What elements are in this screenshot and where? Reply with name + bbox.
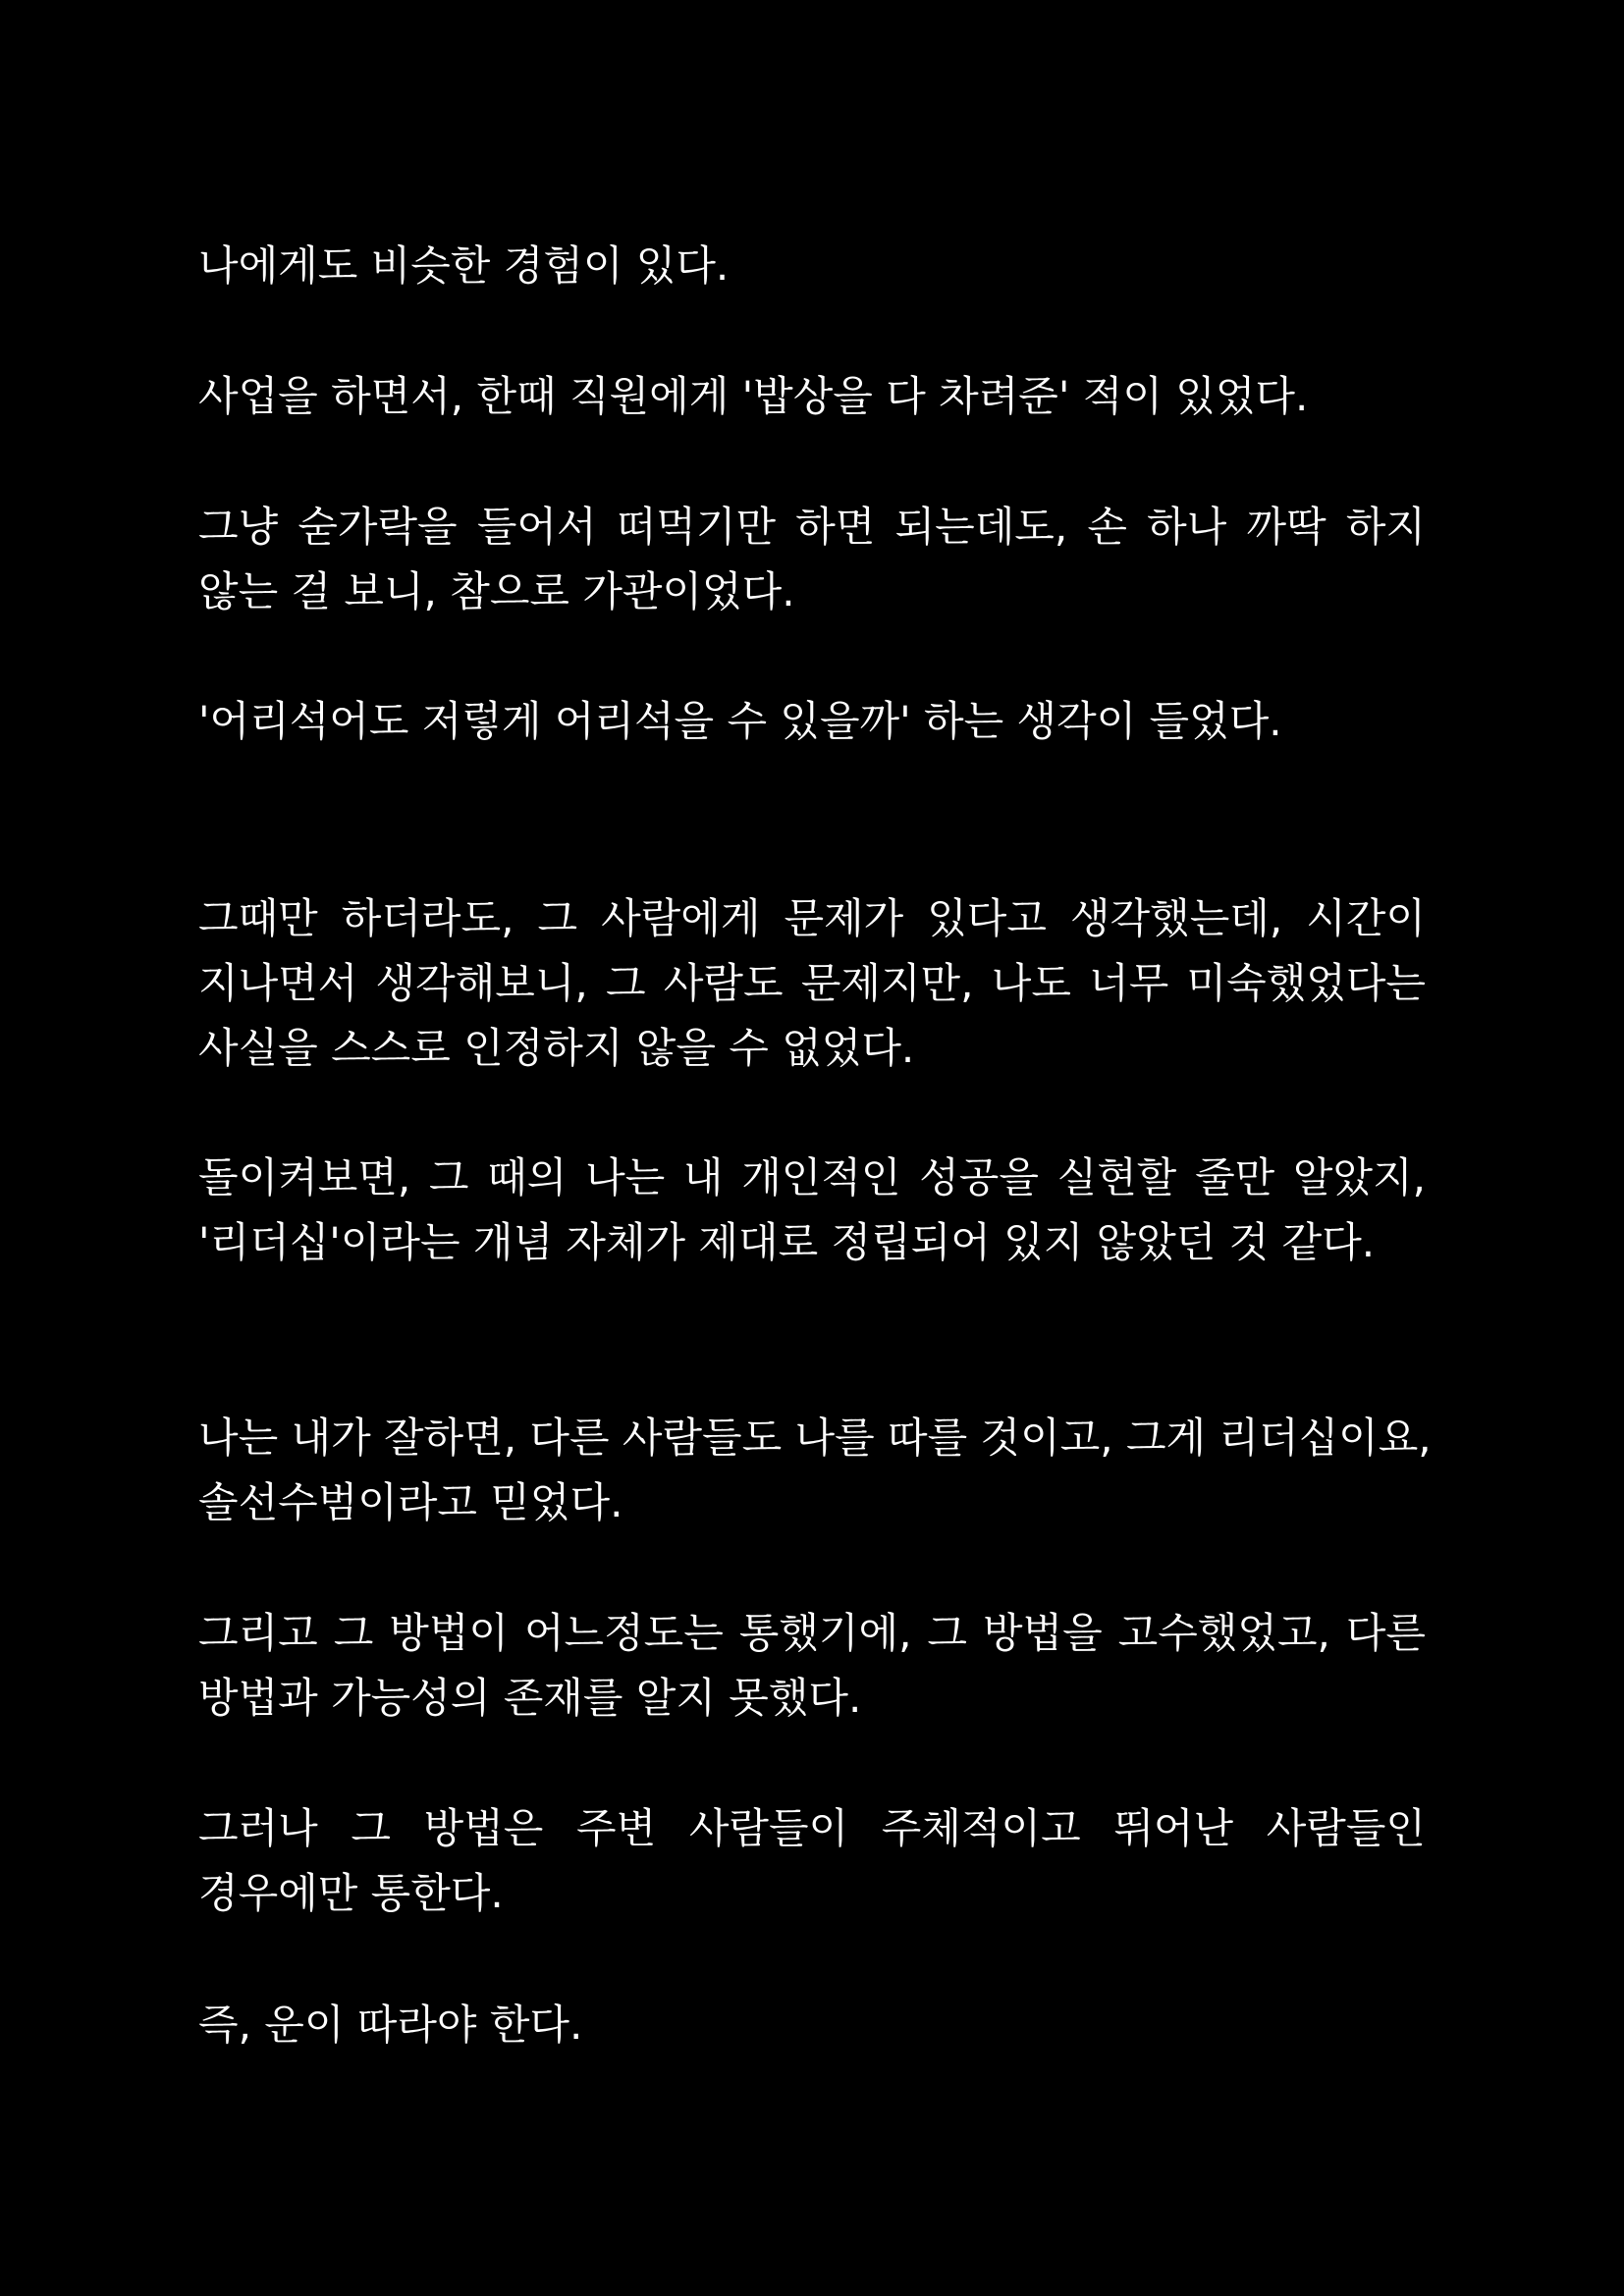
paragraph-6 [198, 1146, 1426, 1275]
paragraph-3 [198, 495, 1426, 624]
text-line: '리더십'이라는 개념 자체가 제대로 정립되어 있지 않았던 것 같다. [198, 1218, 1376, 1266]
text-line: 경우에만 통한다. [198, 1869, 504, 1917]
text-line: 방법과 가능성의 존재를 알지 못했다. [198, 1674, 862, 1722]
text-line: 않는 걸 보니, 참으로 가관이었다. [198, 567, 795, 615]
text-line: 솔선수범이라고 믿었다. [198, 1478, 623, 1526]
text-line: 지나면서 생각해보니, 그 사람도 문제지만, 나도 너무 미숙했었다는 [198, 959, 1426, 1007]
text-line: 나는 내가 잘하면, 다른 사람들도 나를 따를 것이고, 그게 리더십이요, [198, 1414, 1432, 1462]
text-line: 즉, 운이 따라야 한다. [198, 2001, 583, 2049]
text-line: 그때만 하더라도, 그 사람에게 문제가 있다고 생각했는데, 시간이 [198, 894, 1426, 942]
text-line: 그리고 그 방법이 어느정도는 통했기에, 그 방법을 고수했었고, 다른 [198, 1609, 1426, 1657]
text-line: 사실을 스스로 인정하지 않을 수 없었다. [198, 1024, 915, 1072]
paragraph-1 [198, 234, 1426, 298]
text-line: 그냥 숟가락을 들어서 떠먹기만 하면 되는데도, 손 하나 까딱 하지 [198, 503, 1426, 551]
paragraph-9 [198, 1796, 1426, 1926]
paragraph-8 [198, 1601, 1426, 1731]
paragraph-7 [198, 1406, 1432, 1535]
paragraph-5 [198, 886, 1426, 1081]
paragraph-2 [198, 364, 1426, 429]
text-line: 사업을 하면서, 한때 직원에게 '밥상을 다 차려준' 적이 있었다. [198, 372, 1309, 420]
text-line: 돌이켜보면, 그 때의 나는 내 개인적인 성공을 실현할 줄만 알았지, [198, 1153, 1426, 1201]
paragraph-10 [198, 1993, 1426, 2057]
text-line: 그러나 그 방법은 주변 사람들이 주체적이고 뛰어난 사람들인 [198, 1804, 1426, 1852]
paragraph-4 [198, 689, 1426, 754]
text-line: 나에게도 비슷한 경험이 있다. [198, 241, 730, 290]
text-line: '어리석어도 저렇게 어리석을 수 있을까' 하는 생각이 들었다. [198, 697, 1282, 745]
